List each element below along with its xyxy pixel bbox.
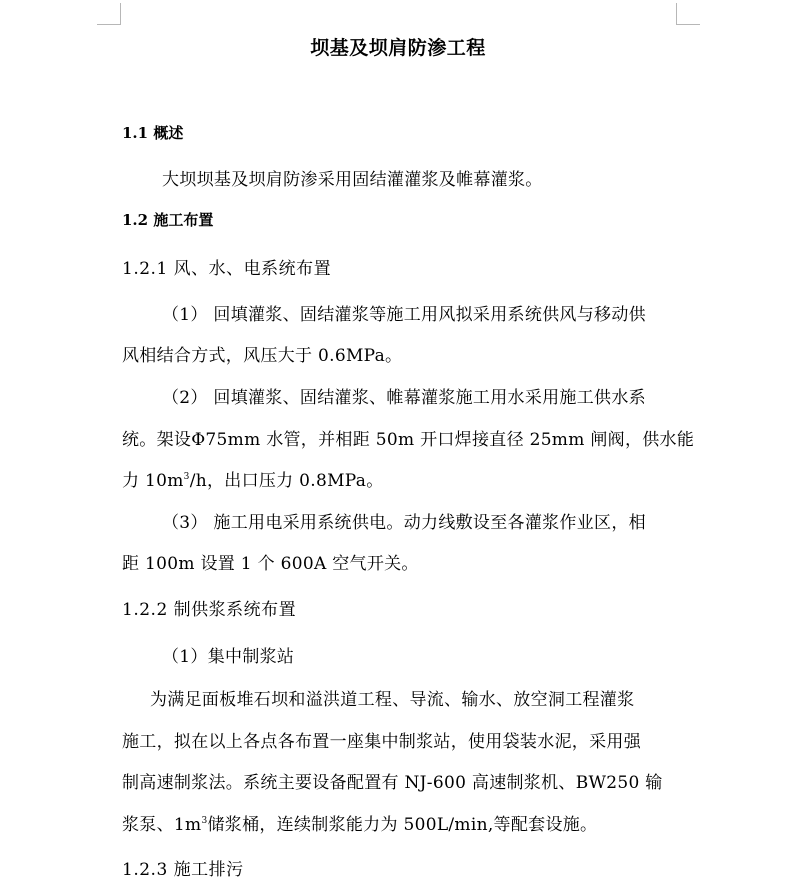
page-corner-mark-top-right — [676, 3, 700, 25]
document-title: 坝基及坝肩防渗工程 — [310, 37, 486, 59]
water-capacity-value: 力 10m — [122, 471, 184, 491]
paragraph-station-line-1: 为满足面板堆石坝和溢洪道工程、导流、输水、放空洞工程灌浆 — [150, 690, 635, 710]
subsection-heading-grout-supply: 1.2.2 制供浆系统布置 — [122, 600, 297, 620]
pump-tank-text: 浆泵、1m — [122, 815, 202, 835]
capacity-text: 储浆桶，连续制浆能力为 500L/min,等配套设施。 — [207, 815, 598, 835]
paragraph-water-line-3 — [122, 466, 384, 491]
paragraph-power-line-1: （3） 施工用电采用系统供电。动力线敷设至各灌浆作业区，相 — [162, 513, 646, 533]
paragraph-water-line-2: 统。架设Φ75mm 水管，并相距 50m 开口焊接直径 25mm 闸阀，供水能 — [122, 430, 695, 450]
paragraph-station-line-2: 施工，拟在以上各点各布置一座集中制浆站，使用袋装水泥，采用强 — [122, 732, 641, 752]
subsection-heading-air-water-power: 1.2.1 风、水、电系统布置 — [122, 259, 332, 279]
superscript-cubic: 3 — [183, 472, 190, 482]
paragraph-air-line-2: 风相结合方式，风压大于 0.6MPa。 — [122, 346, 403, 366]
superscript-cubic-2: 3 — [201, 816, 208, 826]
page-corner-mark-top-left — [97, 3, 121, 25]
paragraph-water-line-1: （2） 回填灌浆、固结灌浆、帷幕灌浆施工用水采用施工供水系 — [162, 388, 646, 408]
section-heading-layout: 1.2 施工布置 — [122, 211, 214, 229]
paragraph-station-line-4 — [122, 810, 597, 835]
grout-station-item: （1）集中制浆站 — [162, 647, 295, 667]
paragraph-power-line-2: 距 100m 设置 1 个 600A 空气开关。 — [122, 554, 419, 574]
overview-paragraph: 大坝坝基及坝肩防渗采用固结灌灌浆及帷幕灌浆。 — [162, 170, 543, 190]
subsection-heading-drainage: 1.2.3 施工排污 — [122, 860, 244, 880]
paragraph-station-line-3: 制高速制浆法。系统主要设备配置有 NJ-600 高速制浆机、BW250 输 — [122, 773, 663, 793]
paragraph-air-line-1: （1） 回填灌浆、固结灌浆等施工用风拟采用系统供风与移动供 — [162, 305, 646, 325]
water-pressure-text: /h，出口压力 0.8MPa。 — [189, 471, 384, 491]
section-heading-overview: 1.1 概述 — [122, 124, 184, 142]
